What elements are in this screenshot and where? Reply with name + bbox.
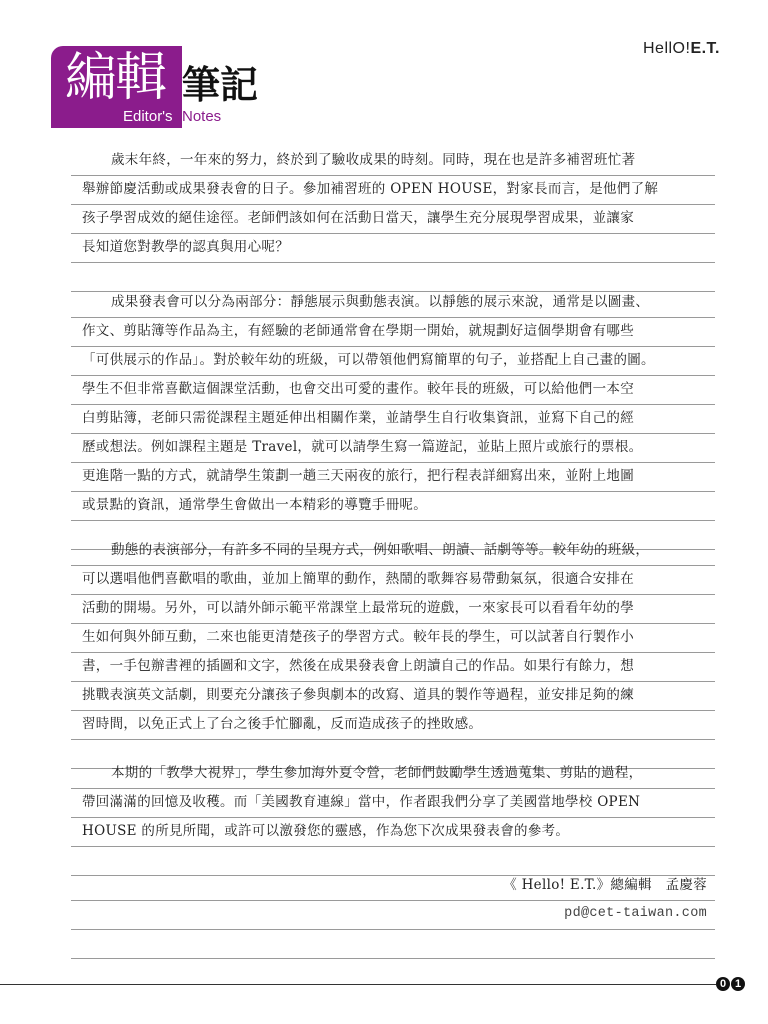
author-line: 《 Hello! E.T.》總編輯 孟慶蓉 [71, 872, 715, 901]
text-line: 長知道您對教學的認真與用心呢？ [71, 234, 715, 263]
text-line [71, 263, 715, 292]
text-line: 或景點的資訊，通常學生會做出一本精彩的導覽手冊呢。 [71, 492, 715, 521]
paragraph-4 [71, 760, 715, 876]
text-line: 學生不但非常喜歡這個課堂活動，也會交出可愛的畫作。較年長的班級，可以給他們一本空 [71, 376, 715, 405]
header-title-second: 筆記 [182, 63, 259, 107]
text-line: 歲末年終，一年來的努力，終於到了驗收成果的時刻。同時，現在也是許多補習班忙著 [71, 147, 715, 176]
text-line: 習時間，以免正式上了台之後手忙腳亂，反而造成孩子的挫敗感。 [71, 711, 715, 740]
header-subtitle-second: Notes [182, 108, 222, 125]
page-digit: 0 [716, 977, 730, 991]
text-line: 生如何與外師互動，二來也能更清楚孩子的學習方式。較年長的學生，可以試著自行製作小 [71, 624, 715, 653]
text-line: 帶回滿滿的回憶及收穫。而「美國教育連線」當中，作者跟我們分享了美國當地學校 OPEN [71, 789, 715, 818]
blank-line [71, 930, 715, 959]
text-line: 孩子學習成效的絕佳途徑。老師們該如何在活動日當天，讓學生充分展現學習成果，並讓家 [71, 205, 715, 234]
text-line: 舉辦節慶活動或成果發表會的日子。參加補習班的 OPEN HOUSE，對家長而言，是他們了解 [71, 176, 715, 205]
footer-rule [0, 984, 716, 985]
header-title-main: 編輯 [65, 48, 166, 108]
text-line: 「可供展示的作品」。對於較年幼的班級，可以帶領他們寫簡單的句子，並搭配上自己畫的圖。 [71, 347, 715, 376]
text-line: 作文、剪貼簿等作品為主，有經驗的老師通常會在學期一開始，就規劃好這個學期會有哪些 [71, 318, 715, 347]
page-digit: 1 [731, 977, 745, 991]
paragraph-3 [71, 537, 715, 769]
text-line: 白剪貼簿，老師只需從課程主題延伸出相關作業，並請學生自行收集資訊，並寫下自己的經 [71, 405, 715, 434]
page-number [716, 977, 745, 991]
text-line: 可以選唱他們喜歡唱的歌曲，並加上簡單的動作，熱鬧的歌舞容易帶動氣氛，很適合安排在 [71, 566, 715, 595]
signature-block [71, 872, 715, 959]
paragraph-1 [71, 147, 715, 292]
text-line: 活動的開場。另外，可以請外師示範平常課堂上最常玩的遊戲，一來家長可以看看年幼的學 [71, 595, 715, 624]
email-line: pd@cet-taiwan.com [71, 901, 715, 930]
text-line: 更進階一點的方式，就請學生策劃一趟三天兩夜的旅行，把行程表詳細寫出來，並附上地圖 [71, 463, 715, 492]
text-line: 本期的「教學大視界」，學生參加海外夏令營，老師們鼓勵學生透過蒐集、剪貼的過程， [71, 760, 715, 789]
brand-prefix: HellO! [642, 40, 691, 57]
magazine-brand [643, 40, 720, 58]
text-line: 歷或想法。例如課程主題是 Travel，就可以請學生寫一篇遊記，並貼上照片或旅行的票根。 [71, 434, 715, 463]
text-line: 成果發表會可以分為兩部分：靜態展示與動態表演。以靜態的展示來說，通常是以圖畫、 [71, 289, 715, 318]
paragraph-2 [71, 289, 715, 550]
text-line: 書，一手包辦書裡的插圖和文字，然後在成果發表會上朗讀自己的作品。如果行有餘力，想 [71, 653, 715, 682]
section-header [51, 46, 281, 130]
text-line: HOUSE 的所見所聞，或許可以激發您的靈感，作為您下次成果發表會的參考。 [71, 818, 715, 847]
header-subtitle-first: Editor's [123, 108, 173, 125]
text-line: 動態的表演部分，有許多不同的呈現方式，例如歌唱、朗讀、話劇等等。較年幼的班級， [71, 537, 715, 566]
text-line: 挑戰表演英文話劇，則要充分讓孩子參與劇本的改寫、道具的製作等過程，並安排足夠的練 [71, 682, 715, 711]
brand-suffix: E.T. [690, 40, 720, 57]
